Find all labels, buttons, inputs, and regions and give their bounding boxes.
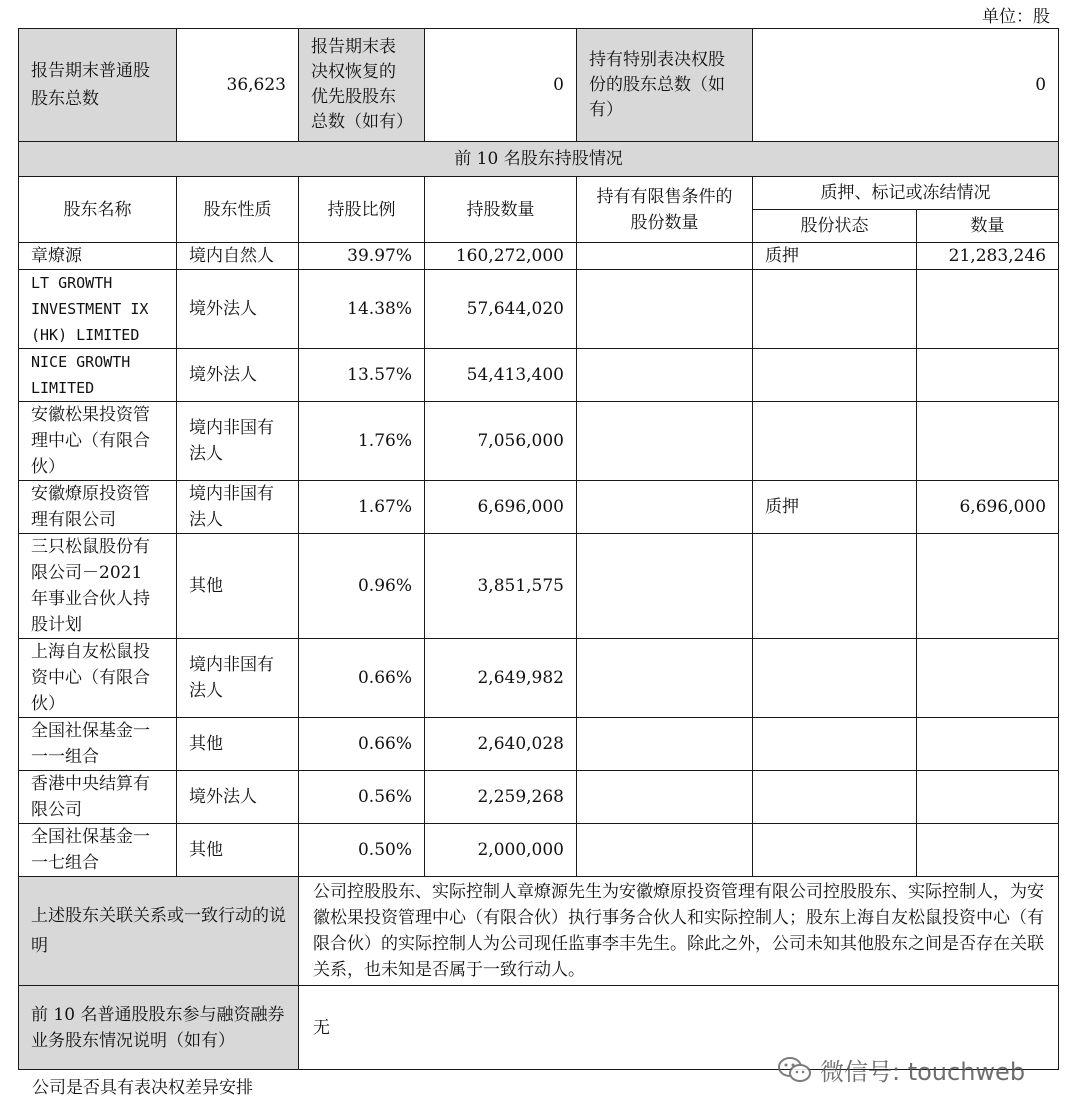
wechat-icon xyxy=(778,1057,812,1083)
pledge-status xyxy=(753,349,917,402)
footer-text: 公司是否具有表决权差异安排 xyxy=(32,1078,253,1098)
pledge-quantity xyxy=(917,718,1059,771)
holding-quantity: 3,851,575 xyxy=(425,534,577,639)
shareholder-nature: 境外法人 xyxy=(177,270,299,349)
pledge-status xyxy=(753,771,917,824)
restricted-quantity xyxy=(577,402,753,481)
shareholder-nature: 其他 xyxy=(177,534,299,639)
pledge-quantity xyxy=(917,402,1059,481)
shareholder-name: 安徽松果投资管理中心（有限合伙） xyxy=(19,402,177,481)
holding-ratio: 0.96% xyxy=(299,534,425,639)
shareholder-table xyxy=(18,28,1059,1070)
pledge-status xyxy=(753,270,917,349)
pledge-quantity xyxy=(917,824,1059,877)
watermark-text: 微信号: touchweb xyxy=(820,1058,1026,1086)
shareholder-name: 全国社保基金一一一组合 xyxy=(19,718,177,771)
relation-row xyxy=(19,877,1059,986)
table-row xyxy=(19,718,1059,771)
holding-ratio: 39.97% xyxy=(299,243,425,270)
pledge-quantity xyxy=(917,771,1059,824)
shareholder-name: 章燎源 xyxy=(19,243,177,270)
restricted-quantity xyxy=(577,639,753,718)
table-row xyxy=(19,243,1059,270)
holding-quantity: 57,644,020 xyxy=(425,270,577,349)
restricted-quantity xyxy=(577,534,753,639)
margin-finance-text: 无 xyxy=(299,986,1059,1070)
restricted-quantity xyxy=(577,349,753,402)
shareholder-nature: 境外法人 xyxy=(177,349,299,402)
holding-quantity: 6,696,000 xyxy=(425,481,577,534)
table-row xyxy=(19,824,1059,877)
pledge-quantity xyxy=(917,534,1059,639)
header-nature: 股东性质 xyxy=(177,177,299,243)
pledge-status xyxy=(753,534,917,639)
header-ratio: 持股比例 xyxy=(299,177,425,243)
special-holders-value: 0 xyxy=(753,29,1059,142)
pledge-status: 质押 xyxy=(753,243,917,270)
watermark xyxy=(778,1052,1025,1087)
section-title-row xyxy=(19,142,1059,177)
table-row xyxy=(19,771,1059,824)
restricted-quantity xyxy=(577,824,753,877)
shareholder-name: 三只松鼠股份有限公司－2021 年事业合伙人持股计划 xyxy=(19,534,177,639)
special-holders-label: 持有特别表决权股份的股东总数（如有） xyxy=(577,29,753,142)
ordinary-holders-value: 36,623 xyxy=(177,29,299,142)
shareholder-name: NICE GROWTH LIMITED xyxy=(19,349,177,402)
holding-quantity: 2,000,000 xyxy=(425,824,577,877)
table-row xyxy=(19,481,1059,534)
pledge-status xyxy=(753,639,917,718)
pledge-quantity xyxy=(917,270,1059,349)
header-pledge-group: 质押、标记或冻结情况 xyxy=(753,177,1059,210)
shareholder-nature: 境内非国有法人 xyxy=(177,481,299,534)
restricted-quantity xyxy=(577,718,753,771)
holding-quantity: 2,640,028 xyxy=(425,718,577,771)
header-restricted: 持有有限售条件的股份数量 xyxy=(577,177,753,243)
header-quantity: 持股数量 xyxy=(425,177,577,243)
ordinary-holders-label: 报告期末普通股股东总数 xyxy=(19,29,177,142)
header-row-1 xyxy=(19,177,1059,210)
margin-finance-label: 前 10 名普通股股东参与融资融券业务股东情况说明（如有） xyxy=(19,986,299,1070)
holding-quantity: 160,272,000 xyxy=(425,243,577,270)
unit-label: 单位：股 xyxy=(982,7,1050,27)
holder-rows xyxy=(19,243,1059,877)
restricted-quantity xyxy=(577,270,753,349)
holding-ratio: 0.66% xyxy=(299,718,425,771)
holding-ratio: 0.50% xyxy=(299,824,425,877)
holding-quantity: 2,649,982 xyxy=(425,639,577,718)
holding-ratio: 0.56% xyxy=(299,771,425,824)
holding-quantity: 2,259,268 xyxy=(425,771,577,824)
holding-ratio: 13.57% xyxy=(299,349,425,402)
holding-quantity: 54,413,400 xyxy=(425,349,577,402)
pledge-status xyxy=(753,824,917,877)
pledge-quantity xyxy=(917,639,1059,718)
pledge-quantity xyxy=(917,349,1059,402)
pledge-status: 质押 xyxy=(753,481,917,534)
table-row xyxy=(19,270,1059,349)
holding-ratio: 14.38% xyxy=(299,270,425,349)
shareholder-name: 安徽燎原投资管理有限公司 xyxy=(19,481,177,534)
holding-ratio: 0.66% xyxy=(299,639,425,718)
table-row xyxy=(19,349,1059,402)
pledge-quantity: 6,696,000 xyxy=(917,481,1059,534)
shareholder-name: 全国社保基金一一七组合 xyxy=(19,824,177,877)
shareholder-name: LT GROWTH INVESTMENT IX (HK) LIMITED xyxy=(19,270,177,349)
shareholder-name: 香港中央结算有限公司 xyxy=(19,771,177,824)
pledge-status xyxy=(753,402,917,481)
shareholder-nature: 境内非国有法人 xyxy=(177,639,299,718)
pledge-status xyxy=(753,718,917,771)
preferred-holders-label: 报告期末表决权恢复的优先股股东总数（如有） xyxy=(299,29,425,142)
restricted-quantity xyxy=(577,481,753,534)
table-row xyxy=(19,534,1059,639)
preferred-holders-value: 0 xyxy=(425,29,577,142)
holding-ratio: 1.76% xyxy=(299,402,425,481)
holding-ratio: 1.67% xyxy=(299,481,425,534)
shareholder-nature: 其他 xyxy=(177,718,299,771)
shareholder-name: 上海自友松鼠投资中心（有限合伙） xyxy=(19,639,177,718)
header-pledge-qty: 数量 xyxy=(917,210,1059,243)
holding-quantity: 7,056,000 xyxy=(425,402,577,481)
relation-label: 上述股东关联关系或一致行动的说明 xyxy=(19,877,299,986)
pledge-quantity: 21,283,246 xyxy=(917,243,1059,270)
shareholder-nature: 境内自然人 xyxy=(177,243,299,270)
shareholder-nature: 其他 xyxy=(177,824,299,877)
relation-text: 公司控股股东、实际控制人章燎源先生为安徽燎原投资管理有限公司控股股东、实际控制人，为安徽松果投资管理中心（有限合伙）执行事务合伙人和实际控制人；股东上海自友松鼠投资中心（有限合伙）的实际控制人为公司现任监事李丰先生。除此之外，公司未知其他股东之间是否存在关联关系，也未知是否属于一致行动人。 xyxy=(299,877,1059,986)
shareholder-nature: 境外法人 xyxy=(177,771,299,824)
table-row xyxy=(19,402,1059,481)
header-pledge-status: 股份状态 xyxy=(753,210,917,243)
restricted-quantity xyxy=(577,771,753,824)
table-row xyxy=(19,639,1059,718)
restricted-quantity xyxy=(577,243,753,270)
section-title: 前 10 名股东持股情况 xyxy=(19,142,1059,177)
shareholder-nature: 境内非国有法人 xyxy=(177,402,299,481)
header-name: 股东名称 xyxy=(19,177,177,243)
summary-row xyxy=(19,29,1059,142)
